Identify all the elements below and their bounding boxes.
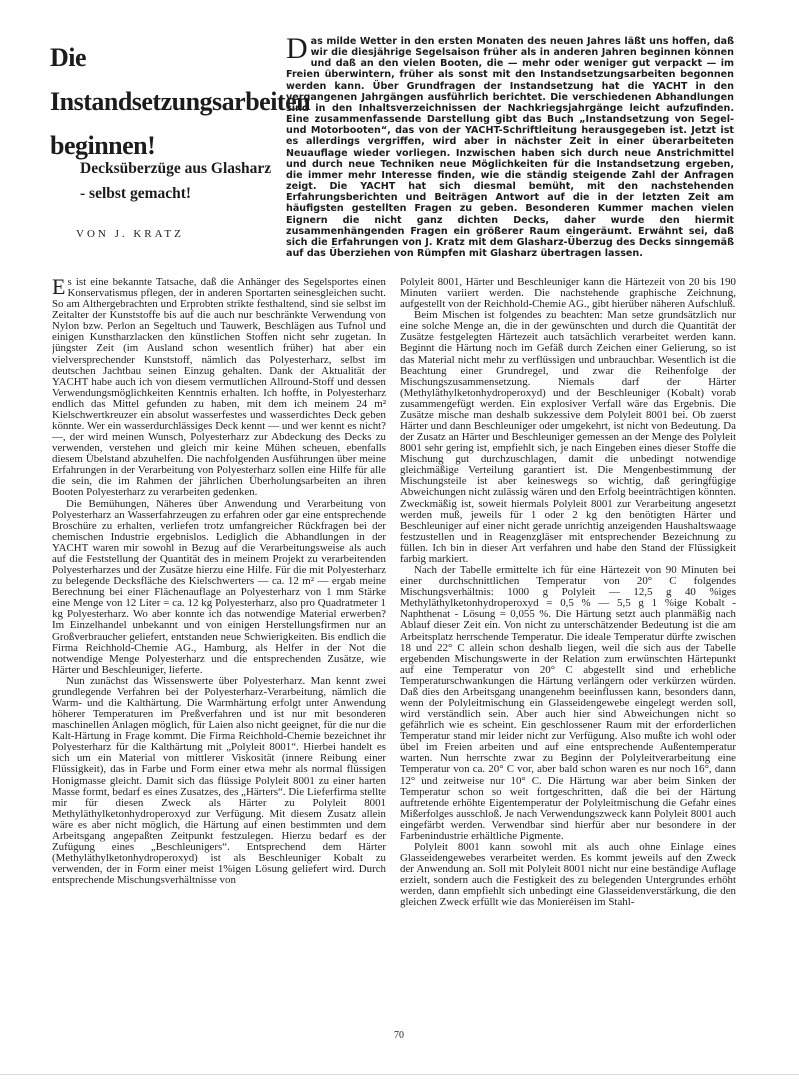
intro-dropcap: D <box>286 36 308 65</box>
article-byline: VON J. KRATZ <box>76 228 184 240</box>
article-subheadline: Decksüberzüge aus Glasharz - selbst gemacht! <box>80 160 272 202</box>
right-paragraph-2: Beim Mischen ist folgendes zu beachten: Man setze grundsätzlich nur eine solche Menge an, die in der gewünschten und durch die Quantität der Zusätze festgelegten Härtezeit auch tatsächlich verarbeitet werden kann. Beginnt die Härtung noch im Gefäß durch Zeichen einer Gelierung, so ist das Material nicht mehr zu verflüssigen und unbrauchbar. Wesentlich ist die Beachtung einer Grundregel, und zwar die Reihenfolge der Mischungszusammensetzung. Niemals darf der Härter (Methyläthylketonhydroperoxyd) und der Beschleuniger (Kobalt) vorab zusammengefügt werden. Ein explosiver Verfall wäre das Ergebnis. Die Zusätze mische man deshalb sukzessive dem Polyleit 8001 bei. Ob zuerst Härter und dann Beschleuniger oder umgekehrt, ist nicht von Bedeutung. Da der Zusatz an Härter und Beschleuniger gemessen an der Menge des Polyleit 8001 sehr gering ist, empfiehlt sich, je nach Eingeben eines dieser Stoffe die Mischung gut durchzuschlagen, damit die unbedingt notwendige gleichmäßige Verteilung garantiert ist. Die Mengenbestimmung der Mischungsteile ist aber keineswegs so wichtig, daß geringfügige Abweichungen nicht zulässig wären und den Erfolg beeinträchtigen könnten. Zweckmäßig ist, soweit hiermals Polyleit 8001 zur Verarbeitung angesetzt werden muß, jeweils für 1 oder 2 kg den benötigten Härter und Beschleuniger auf einer nicht gerade unrichtig anzeigenden Haushaltswaage festzustellen und in Reagenzgläser mit entsprechender Bezeichnung zu füllen. Ich bin in dieser Art verfahren und habe den Stand der Flüssigkeit farbig markiert. <box>400 309 736 565</box>
left-paragraph-1 <box>52 277 386 499</box>
left-paragraph-1-text: s ist eine bekannte Tatsache, daß die Anhänger des Segelsportes einen Konservatismus pflegen, der in anderen Sportarten seinesgleichen sucht. So am Althergebrachten und Erprobten strikte festhaltend, sind sie selbst im Zeitalter der Kunststoffe bis auf die auch nur beschränkte Verwendung von Nylon bzw. Perlon an Segeltuch und Tauwerk, Beschlägen aus Tufnol und einigen Kunstharzlacken den künstlichen Stoffen nicht sehr zugetan. In jüngster Zeit (im Ausland schon wesentlich früher) hat aber ein vielversprechender Kunststoff, nämlich das Polyesterharz, selbst im deutschen Jachtbau seinen Einzug gehalten. Dank der Aktualität der YACHT habe auch ich von diesem vermutlichen Allround-Stoff und dessen Verwendungsmöglichkeiten Kenntnis erhalten. Ich hoffte, in Polyesterharz endlich das Mittel gefunden zu haben, mit dem ich meinem 24 m² Kielschwertkreuzer ein absolut wasserfestes und wasserdichtes Deck geben könnte. Wer ein wasserdurchlässiges Deck kennt — und wer kennt es nicht? —, der wird meinen Wunsch, Polyesterharz zur Abdeckung des Decks zu verwenden, verstehen und gleich mir keine Mühen scheuen, ebenfalls diesem Übelstand abzuhelfen. Die nachfolgenden Ausführungen über meine Erfahrungen in der Verarbeitung von Polyesterharz sollen eine Hilfe für alle die sein, die im Rahmen der jährlichen Überholungsarbeiten an ihren Booten Polyesterharz zu verarbeiten gedenken. <box>52 277 386 499</box>
left-paragraph-3: Nun zunächst das Wissenswerte über Polyesterharz. Man kennt zwei grundlegende Verfahren bei der Polyesterharz-Verarbeitung, nämlich die Warm- und die Kalthärtung. Die Warmhärtung erfolgt unter Anwendung höherer Temperaturen im Preßverfahren und ist nur mit besonderen maschinellen Anlagen möglich, für Laien also nicht geeignet, für die nur die Kalt-Härtung in Frage kommt. Die Firma Reichhold-Chemie bezeichnet ihr Polyesterharz für die Kalthärtung mit „Polyleit 8001“. Hierbei handelt es sich um ein Material von mittlerer Viskosität (innere Reibung einer Flüssigkeit), das in Farbe und Form einer etwa mehr als normal flüssigen Honigmasse gleicht. Damit sich das flüssige Polyleit 8001 zu einer harten Masse formt, bedarf es eines Zusatzes, des „Härters“. Die Lieferfirma stellte mir für diesen Zweck als Härter zu Polyleit 8001 Methyläthylketonhydroperoxyd zur Verfügung. Mit diesem Zusatz allein wäre es aber nicht möglich, die Härtung auf einen bestimmten und dem Arbeitsgang angepaßten Zeitpunkt festzulegen. Hierzu bedarf es der Zufügung eines „Beschleunigers“. Entsprechend dem Härter (Methyläthylketonhydroperoxyd) ist als Beschleuniger Kobalt zu verwenden, der in Form einer meist 1%igen Lösung geliefert wird. Durch entsprechende Mischungsverhältnisse von <box>52 674 386 887</box>
left-column <box>52 277 386 1020</box>
bottom-divider <box>0 1074 799 1075</box>
right-paragraph-1: Polyleit 8001, Härter und Beschleuniger kann die Härtezeit von 20 bis 190 Minuten variiert werden. Die nachstehende graphische Zeichnung, aufgestellt von der Reichhold-Chemie AG., gibt hierüber näheren Aufschluß. <box>400 277 736 311</box>
right-paragraph-3: Nach der Tabelle ermittelte ich für eine Härtezeit von 90 Minuten bei einer durchschnittlichen Temperatur von 20° C folgendes Mischungsverhältnis: 1000 g Polyleit — 12,5 g 40 %iges Methyläthylketonhydroperoxyd = 0,5 % — 5,5 g 1 %ige Kobalt - Naphthenat - Lösung = 0,055 %. Die Härtung setzt auch planmäßig nach Ablauf dieser Zeit ein. Von nicht zu unterschätzender Bedeutung ist die am Arbeitsplatz herrschende Temperatur. Die ideale Temperatur dürfte zwischen 18 und 22° C allein schon deshalb liegen, weil die sich aus der Tabelle ergebenden Mischungswerte in der Relation zum erwünschten Härtepunkt auf eine Temperatur von 20° C abgestellt sind und erhebliche Temperaturschwankungen die Härtung verlängern oder verkürzen würden. Daß dies den Arbeitsgang unangenehm beeinflussen kann, besonders dann, wenn der Polyleitmischung ein Glasseidengewebe eingelegt werden soll, wird verständlich sein. Aber auch hier sind Abweichungen nicht so gefährlich wie es scheint. Ein geschlossener Raum mit der erforderlichen Temperatur stand mir leider nicht zur Verfügung. Also mußte ich wohl oder übel im Freien arbeiten und auf eine entsprechende Außentemperatur warten. Nun herrschte zwar zu Beginn der Polyleitverarbeitung eine Temperatur von ca. 20° C vor, aber bald schon waren es nur noch 16°, dann 12° und zeitweise nur 10° C. Die Härtung war aber beim Sinken der Temperatur schon so weit fortgeschritten, daß die bei der Härtung auftretende erhöhte Eigentemperatur der Polyleitmischung die Gefahr eines Mißerfolges ausschloß. Je nach Verwendungszweck kann Polyleit 8001 auch eingefärbt werden. Verwendbar sind hierfür aber nur besondere in der Farbenindustrie erhältliche Pigmente. <box>400 564 736 842</box>
body-dropcap: E <box>52 277 66 299</box>
intro-text: as milde Wetter in den ersten Monaten des neuen Jahres läßt uns hoffen, daß wir die diesjährige Segelsaison früher als in anderen Jahren beginnen können und daß an den vielen Booten, die — mehr oder weniger gut verpackt — im Freien überwintern, früher als sonst mit den Instandsetzungsarbeiten begonnen werden kann. Über Grundfragen der Instandsetzung hat die YACHT in den vergangenen Jahrgängen ausführlich berichtet. Die verschiedenen Abhandlungen sind in den Inhaltsverzeichnissen der Nachkriegsjahrgänge leicht aufzufinden. Eine zusammenfassende Darstellung gibt das Buch „Instandsetzung von Segel- und Motorbooten“, das von der YACHT-Schriftleitung herausgegeben ist. Jetzt ist es allerdings vergriffen, wird aber in nächster Zeit in einer überarbeiteten Neuauflage wieder vorliegen. Inzwischen haben sich durch neue Anstrichmittel und durch neue Techniken neue Möglichkeiten für die Instandsetzung ergeben, die immer mehr Interesse finden, wie die ständig steigende Zahl der Anfragen zeigt. Die YACHT hat sich diesmal bemüht, mit den nachstehenden Erfahrungsberichten und Beiträgen Antwort auf die in der letzten Zeit am häufigsten gestellten Fragen zu geben. Besonderen Kummer machen vielen Eignern die nicht ganz dichten Decks, daher wurde den hiermit zusammenhängenden Fragen ein größerer Raum eingeräumt. Erwähnt sei, daß sich die Erfahrungen von J. Kratz mit dem Glasharz-Überzug des Decks sinngemäß auf das Überziehen von Rümpfen mit Glasharz übertragen lassen. <box>286 36 734 259</box>
right-column <box>400 277 736 1020</box>
article-intro <box>286 36 734 262</box>
article-headline: Die Instandsetzungsarbeiten beginnen! <box>50 43 311 160</box>
left-paragraph-2: Die Bemühungen, Näheres über Anwendung und Verarbeitung von Polyesterharz an Wasserfahrzeugen zu erfahren oder gar eine entsprechende Broschüre zu erhalten, verliefen trotz umfangreicher Rückfragen bei der chemischen Industrie ergebnislos. Lediglich die Abhandlungen in der YACHT waren mir sowohl in Bezug auf die Verarbeitungsweise als auch auf die Feststellung der Quantität des in meinem Projekt zu verarbeitenden Polyesterharzes und der Zusätze hierzu eine Hilfe. Für die mit Polyesterharz zu belegende Decksfläche des Kielschwerters — ca. 12 m² — ergab meine Berechnung bei einer Flächenauflage an Polyesterharz von 1 mm Stärke eine Menge von 12 Liter = ca. 12 kg Polyesterharz, also pro Quadratmeter 1 kg Polyesterharz. Wo aber konnte ich das notwendige Material erwerben? Im Einzelhandel unbekannt und von einigen Herstellungsfirmen nur an Großverbraucher geliefert, entstanden neue Schwierigkeiten. Bis endlich die Firma Reichhold-Chemie AG., Hamburg, als Helfer in der Not die notwendige Menge Polyesterharz und die entsprechenden Zusätze, wie Härter und Beschleuniger, lieferte. <box>52 497 386 676</box>
page-number: 70 <box>394 1030 404 1041</box>
right-paragraph-4: Polyleit 8001 kann sowohl mit als auch ohne Einlage eines Glasseidengewebes verarbeitet werden. Es kommt jeweils auf den Zweck der Anwendung an. Soll mit Polyleit 8001 nicht nur eine beständige Auflage erzielt, sondern auch die Festigkeit des zu belegenden Untergrundes erhöht werden, dann empfiehlt sich unbedingt eine Glasseidenverstärkung, die den gleichen Zweck erfüllt wie das Monieréisen im Stahl- <box>400 840 736 909</box>
